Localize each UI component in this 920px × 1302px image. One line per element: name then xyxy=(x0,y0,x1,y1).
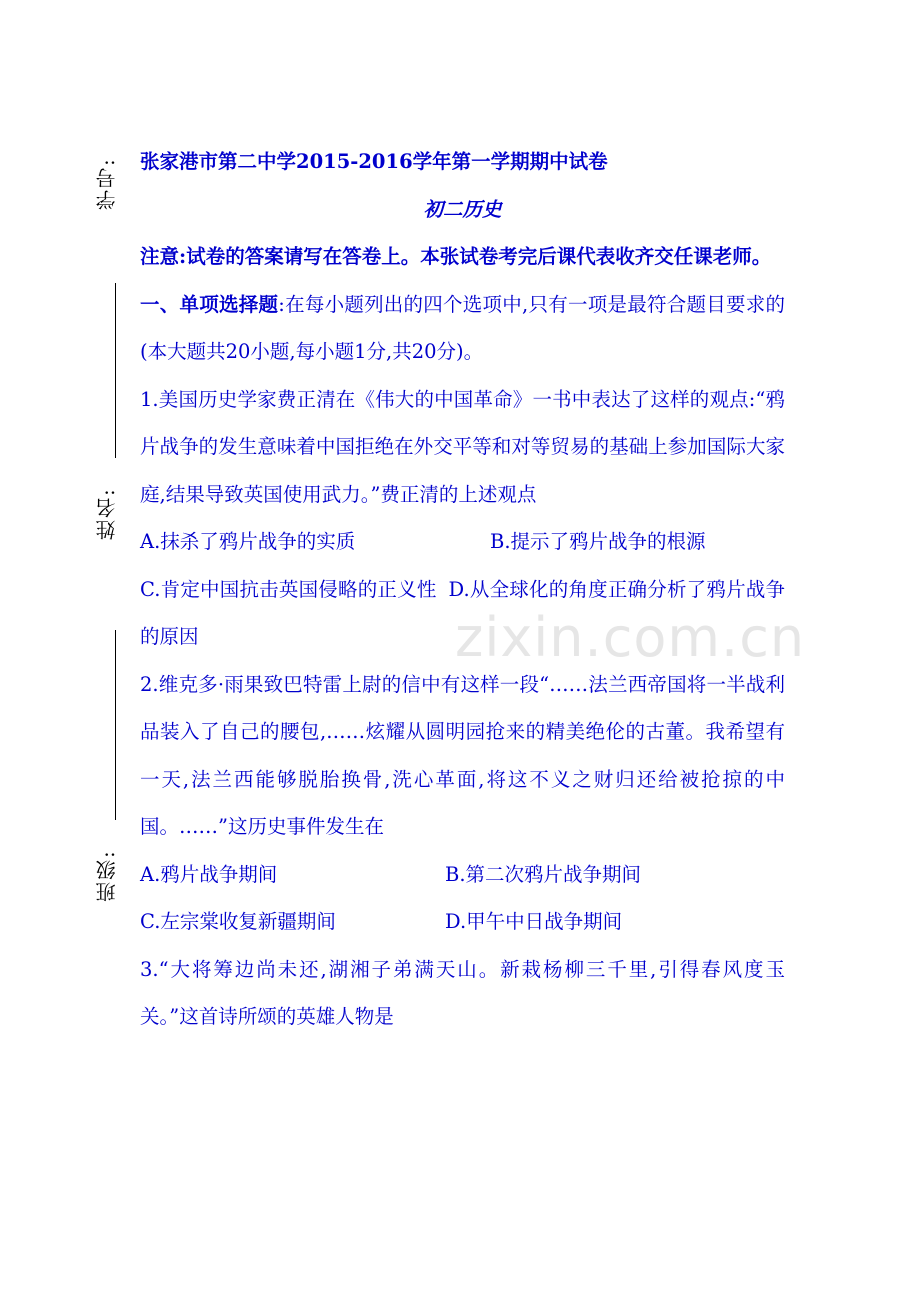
question-2-options-row-1 xyxy=(140,851,785,899)
question-1-option-b: B.提示了鸦片战争的根源 xyxy=(490,530,706,553)
question-1-option-d: D.从全球化的角度正确分析了鸦片战争的原因 xyxy=(140,577,785,648)
watermark: zixin.com.cn xyxy=(455,606,806,669)
section-text: :在每小题列出的四个选项中,只有一项是最符合题目要求的(本大题共20小题,每小题1分,共20分)。 xyxy=(140,292,785,363)
question-1-option-a: A.抹杀了鸦片战争的实质 xyxy=(140,530,356,553)
question-1-option-c: C.肯定中国抗击英国侵略的正义性 xyxy=(140,577,437,601)
question-2-option-d: D.甲午中日战争期间 xyxy=(445,910,623,933)
question-2-option-a: A.鸦片战争期间 xyxy=(140,862,278,886)
exam-title: 张家港市第二中学2015-2016学年第一学期期中试卷 xyxy=(140,150,608,173)
question-1-options-row-2 xyxy=(140,566,785,661)
question-2-option-b: B.第二次鸦片战争期间 xyxy=(445,862,642,886)
name-label: 姓名: xyxy=(95,487,119,540)
section-instructions xyxy=(140,281,785,376)
class-label: 班级: xyxy=(95,849,119,902)
exam-note: 注意:试卷的答案请写在答卷上。本张试卷考完后课代表收齐交任课老师。 xyxy=(140,245,772,268)
binding-line-middle xyxy=(115,630,116,820)
student-number-label: 学号: xyxy=(95,157,119,210)
question-2-options-row-2 xyxy=(140,898,785,946)
section-heading: 一、单项选择题 xyxy=(140,292,279,316)
question-2-stem: 2.维克多·雨果致巴特雷上尉的信中有这样一段“……法兰西帝国将一半战利品装入了自己的腰包,……炫耀从圆明园抢来的精美绝伦的古董。我希望有一天,法兰西能够脱胎换骨,洗心革面,将这不义之财归还给被抢掠的中国。……”这历史事件发生在 xyxy=(140,672,785,838)
question-1-stem: 1.美国历史学家费正清在《伟大的中国革命》一书中表达了这样的观点:“鸦片战争的发生意味着中国拒绝在外交平等和对等贸易的基础上参加国际大家庭,结果导致英国使用武力。”费正清的上述观点 xyxy=(140,387,785,506)
question-1-options-row-1 xyxy=(140,518,785,566)
exam-subject: 初二历史 xyxy=(423,197,502,221)
exam-content xyxy=(140,138,785,1041)
question-3-stem: 3.“大将筹边尚未还,湖湘子弟满天山。新栽杨柳三千里,引得春风度玉关。”这首诗所颂的英雄人物是 xyxy=(140,957,785,1028)
binding-line-top xyxy=(115,283,116,458)
question-2-option-c: C.左宗棠收复新疆期间 xyxy=(140,910,336,933)
